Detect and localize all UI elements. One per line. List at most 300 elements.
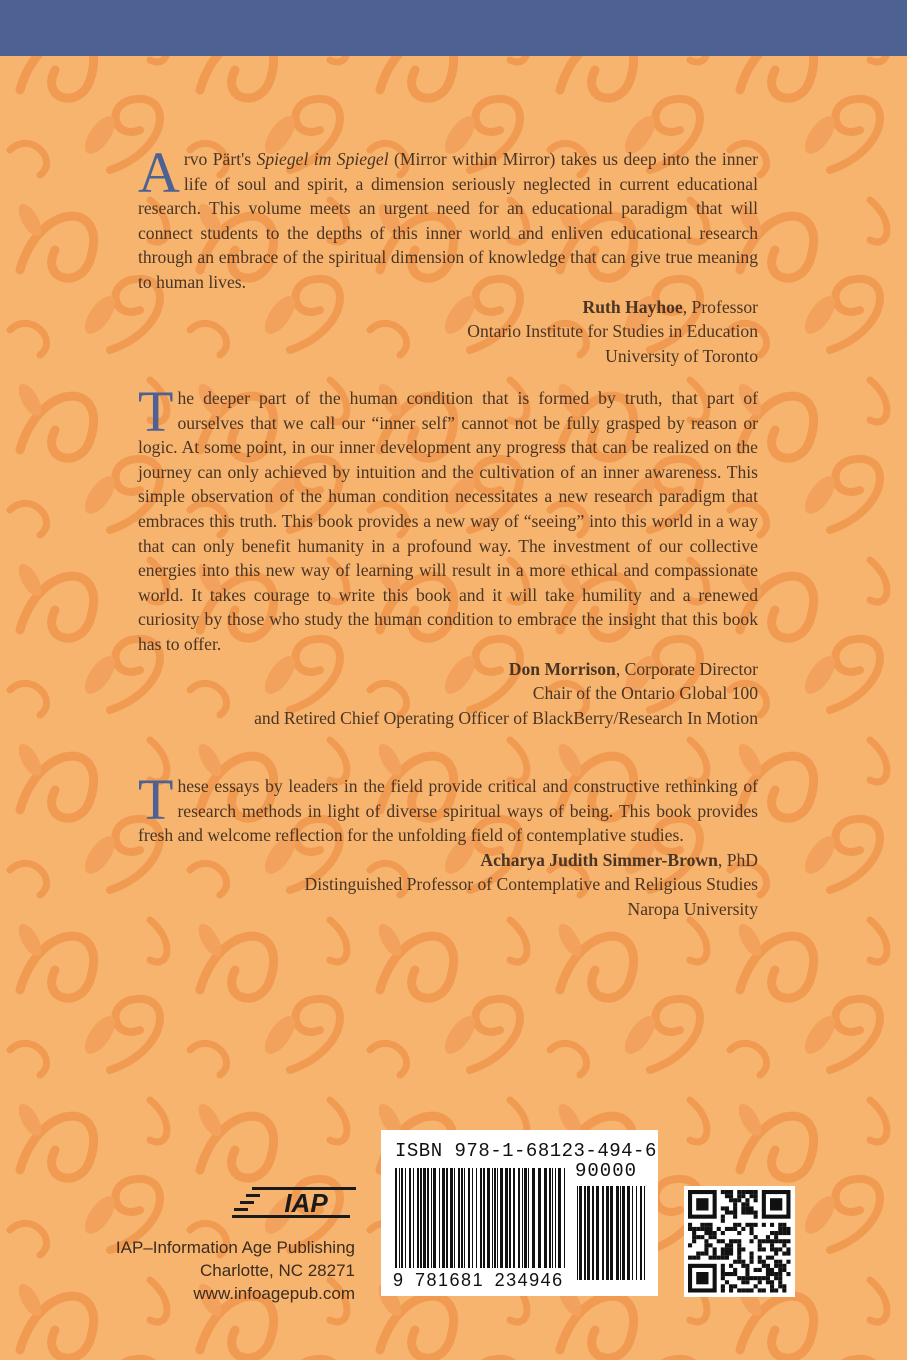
qr-module bbox=[721, 1276, 725, 1280]
qr-module bbox=[704, 1227, 708, 1231]
qr-module bbox=[786, 1227, 790, 1231]
qr-module bbox=[704, 1223, 708, 1227]
barcode-bar bbox=[579, 1186, 582, 1280]
qr-module bbox=[721, 1288, 725, 1292]
qr-module bbox=[782, 1268, 786, 1272]
qr-module bbox=[750, 1227, 754, 1231]
barcode-bar bbox=[577, 1186, 578, 1280]
qr-module bbox=[733, 1211, 737, 1215]
qr-module bbox=[737, 1239, 741, 1243]
endorser-affiliation: and Retired Chief Operating Officer of BlackBerry/Research In Motion bbox=[254, 707, 758, 728]
endorsement-simmer-brown bbox=[138, 767, 758, 922]
qr-module bbox=[786, 1272, 790, 1276]
endorser-attribution: Acharya Judith Simmer-Brown, PhD bbox=[480, 849, 758, 870]
barcode-bar bbox=[606, 1186, 609, 1280]
barcode-bar bbox=[592, 1186, 594, 1280]
barcode-bar bbox=[401, 1168, 403, 1268]
qr-module bbox=[733, 1272, 737, 1276]
barcode-digits: 9 781681 234946 bbox=[393, 1270, 564, 1290]
barcode-bar bbox=[544, 1168, 547, 1268]
qr-module bbox=[729, 1227, 733, 1231]
barcode-bar bbox=[555, 1168, 556, 1268]
endorser-affiliation: University of Toronto bbox=[605, 345, 758, 366]
qr-module bbox=[778, 1260, 782, 1264]
qr-module bbox=[717, 1239, 721, 1243]
qr-module bbox=[696, 1227, 700, 1231]
qr-module bbox=[782, 1252, 786, 1256]
qr-module bbox=[700, 1235, 704, 1239]
qr-module bbox=[745, 1198, 749, 1202]
qr-module bbox=[741, 1247, 745, 1251]
qr-module bbox=[733, 1206, 737, 1210]
publisher-url: www.infoagepub.com bbox=[193, 1284, 355, 1303]
endorsement-text: The deeper part of the human condition that is formed by truth, that part of ourselves that we call our “inner self” cannot not be fully grasped by reason or logic. At some point, in our inner development any progress that can be realized on the journey can only achieved by intuition and the cultivation of an inner awareness. This simple observation of the human condition necessitates a new research paradigm that embraces this truth. This book provides a new way of “seeing” into this world in a way that can only benefit humanity in a profound way. The investment of our collective energies into this new way of learning will result in a more ethical and compassionate world. It takes courage to write this book and it will take humility and a renewed curiosity by those who study the human condition to embrace the insight that this book has to offer. bbox=[138, 379, 758, 654]
iap-logo bbox=[232, 1185, 358, 1221]
endorser-affiliation: Distinguished Professor of Contemplative and Religious Studies bbox=[304, 874, 758, 895]
qr-module bbox=[786, 1247, 790, 1251]
barcode-bar bbox=[627, 1186, 630, 1280]
qr-module bbox=[692, 1256, 696, 1260]
qr-module bbox=[717, 1227, 721, 1231]
qr-module bbox=[778, 1264, 782, 1268]
barcode-bar bbox=[442, 1168, 445, 1268]
qr-module bbox=[758, 1280, 762, 1284]
qr-module bbox=[750, 1190, 754, 1194]
qr-module bbox=[750, 1288, 754, 1292]
qr-module bbox=[770, 1239, 774, 1243]
qr-module bbox=[737, 1194, 741, 1198]
qr-module bbox=[766, 1235, 770, 1239]
qr-module bbox=[750, 1260, 754, 1264]
barcode-bar bbox=[433, 1168, 436, 1268]
qr-module bbox=[778, 1284, 782, 1288]
qr-module bbox=[725, 1247, 729, 1251]
qr-module bbox=[721, 1231, 725, 1235]
qr-module bbox=[725, 1280, 729, 1284]
barcode-bar bbox=[558, 1168, 561, 1268]
barcode-bar bbox=[395, 1168, 397, 1268]
barcode-bar bbox=[454, 1168, 455, 1268]
qr-module bbox=[737, 1252, 741, 1256]
endorser-affiliation: Ontario Institute for Studies in Education bbox=[467, 321, 758, 342]
barcode-bar bbox=[522, 1168, 523, 1268]
qr-module bbox=[709, 1243, 713, 1247]
qr-module bbox=[745, 1272, 749, 1276]
barcode-bar bbox=[492, 1168, 493, 1268]
qr-finder bbox=[696, 1198, 708, 1210]
qr-finder bbox=[696, 1272, 708, 1284]
qr-module bbox=[750, 1223, 754, 1227]
qr-module bbox=[733, 1202, 737, 1206]
qr-module bbox=[733, 1227, 737, 1231]
barcode-bar bbox=[405, 1168, 406, 1268]
qr-module bbox=[688, 1243, 692, 1247]
qr-module bbox=[758, 1260, 762, 1264]
qr-module bbox=[700, 1223, 704, 1227]
isbn-label: ISBN 978-1-68123-494-6 bbox=[395, 1140, 657, 1162]
barcode-bar bbox=[620, 1186, 621, 1280]
qr-module bbox=[729, 1190, 733, 1194]
qr-module bbox=[729, 1194, 733, 1198]
barcode-bar bbox=[532, 1168, 535, 1268]
qr-module bbox=[778, 1272, 782, 1276]
qr-module bbox=[774, 1264, 778, 1268]
qr-module bbox=[745, 1211, 749, 1215]
barcode-bar bbox=[636, 1186, 637, 1280]
qr-module bbox=[729, 1264, 733, 1268]
qr-module bbox=[729, 1211, 733, 1215]
isbn-barcode bbox=[381, 1130, 658, 1296]
qr-module bbox=[709, 1223, 713, 1227]
qr-module bbox=[786, 1260, 790, 1264]
qr-module bbox=[750, 1239, 754, 1243]
qr-module bbox=[782, 1231, 786, 1235]
qr-module bbox=[721, 1272, 725, 1276]
qr-module bbox=[762, 1247, 766, 1251]
qr-module bbox=[754, 1276, 758, 1280]
barcode-bar bbox=[518, 1168, 520, 1268]
qr-module bbox=[754, 1215, 758, 1219]
barcode-bar bbox=[431, 1168, 432, 1268]
qr-module bbox=[758, 1247, 762, 1251]
qr-module bbox=[741, 1194, 745, 1198]
barcode-bar bbox=[524, 1168, 527, 1268]
endorsement-hayhoe bbox=[138, 140, 758, 368]
barcode-bar bbox=[461, 1168, 463, 1268]
barcode-bar bbox=[420, 1168, 422, 1268]
qr-module bbox=[770, 1268, 774, 1272]
qr-module bbox=[770, 1247, 774, 1251]
qr-module bbox=[750, 1231, 754, 1235]
qr-module bbox=[741, 1202, 745, 1206]
barcode-bar bbox=[549, 1168, 551, 1268]
qr-module bbox=[721, 1239, 725, 1243]
qr-module bbox=[758, 1276, 762, 1280]
qr-module bbox=[704, 1239, 708, 1243]
endorser-affiliation: Chair of the Ontario Global 100 bbox=[532, 683, 758, 704]
qr-module bbox=[762, 1260, 766, 1264]
qr-module bbox=[692, 1227, 696, 1231]
qr-module bbox=[721, 1219, 725, 1223]
qr-module bbox=[766, 1256, 770, 1260]
barcode-bar bbox=[494, 1168, 496, 1268]
qr-module bbox=[729, 1272, 733, 1276]
qr-module bbox=[770, 1280, 774, 1284]
qr-module bbox=[741, 1280, 745, 1284]
qr-module bbox=[786, 1239, 790, 1243]
qr-module bbox=[750, 1252, 754, 1256]
qr-module bbox=[713, 1235, 717, 1239]
qr-module bbox=[778, 1231, 782, 1235]
qr-module bbox=[758, 1239, 762, 1243]
qr-module bbox=[741, 1288, 745, 1292]
barcode-bar bbox=[538, 1168, 541, 1268]
qr-module bbox=[766, 1272, 770, 1276]
qr-module bbox=[741, 1264, 745, 1268]
qr-module bbox=[729, 1284, 733, 1288]
qr-module bbox=[750, 1211, 754, 1215]
endorsement-text: These essays by leaders in the field provide critical and constructive rethinking of research methods in light of diverse spiritual ways of being. This book provides fresh and welcome reflection for the unfolding field of contemplative studies. bbox=[138, 767, 758, 846]
qr-module bbox=[721, 1256, 725, 1260]
qr-module bbox=[770, 1256, 774, 1260]
qr-module bbox=[745, 1280, 749, 1284]
barcode-bar bbox=[417, 1168, 419, 1268]
qr-module bbox=[745, 1190, 749, 1194]
qr-module bbox=[700, 1252, 704, 1256]
barcode-bar bbox=[616, 1186, 619, 1280]
barcode-bar bbox=[464, 1168, 465, 1268]
qr-module bbox=[750, 1206, 754, 1210]
qr-module bbox=[782, 1243, 786, 1247]
barcode-bar bbox=[487, 1168, 490, 1268]
qr-module bbox=[696, 1256, 700, 1260]
endorsement-text: Arvo Pärt's Spiegel im Spiegel (Mirror within Mirror) takes us deep into the inner life of soul and spirit, a dimension seriously neglected in current educational research. This volume meets an urgent need for an educational paradigm that will connect students to the depths of this inner world and enliven educational research through an embrace of the spiritual dimension of knowledge that can give true meaning to human lives. bbox=[138, 140, 758, 292]
qr-module bbox=[770, 1284, 774, 1288]
qr-module bbox=[766, 1280, 770, 1284]
qr-module bbox=[696, 1235, 700, 1239]
qr-module bbox=[700, 1227, 704, 1231]
qr-module bbox=[688, 1227, 692, 1231]
qr-module bbox=[778, 1239, 782, 1243]
barcode-bar bbox=[528, 1168, 529, 1268]
qr-module bbox=[770, 1231, 774, 1235]
qr-module bbox=[688, 1223, 692, 1227]
qr-module bbox=[774, 1272, 778, 1276]
qr-code-icon bbox=[684, 1186, 795, 1297]
qr-module bbox=[758, 1268, 762, 1272]
qr-module bbox=[741, 1260, 745, 1264]
qr-module bbox=[770, 1223, 774, 1227]
qr-module bbox=[733, 1215, 737, 1219]
barcode-bar bbox=[413, 1168, 414, 1268]
qr-module bbox=[737, 1231, 741, 1235]
endorser-attribution: Ruth Hayhoe, Professor bbox=[582, 296, 758, 317]
qr-module bbox=[782, 1264, 786, 1268]
qr-module bbox=[737, 1243, 741, 1247]
qr-module bbox=[737, 1260, 741, 1264]
barcode-bar bbox=[409, 1168, 411, 1268]
qr-module bbox=[741, 1227, 745, 1231]
endorser-affiliation: Naropa University bbox=[627, 898, 758, 919]
qr-module bbox=[778, 1227, 782, 1231]
qr-module bbox=[745, 1202, 749, 1206]
qr-module bbox=[729, 1243, 733, 1247]
barcode-bar bbox=[564, 1168, 565, 1268]
qr-module bbox=[766, 1268, 770, 1272]
publisher-info bbox=[55, 1236, 355, 1305]
qr-module bbox=[725, 1190, 729, 1194]
barcode-bar bbox=[483, 1168, 485, 1268]
qr-module bbox=[737, 1223, 741, 1227]
barcode-bar bbox=[509, 1168, 511, 1268]
qr-module bbox=[729, 1252, 733, 1256]
qr-module bbox=[733, 1284, 737, 1288]
qr-module bbox=[733, 1198, 737, 1202]
barcode-bar bbox=[640, 1186, 642, 1280]
qr-module bbox=[721, 1264, 725, 1268]
barcode-bar bbox=[602, 1186, 604, 1280]
barcode-bar bbox=[468, 1168, 470, 1268]
qr-module bbox=[745, 1206, 749, 1210]
barcode-bar bbox=[596, 1186, 599, 1280]
qr-module bbox=[721, 1268, 725, 1272]
qr-module bbox=[774, 1235, 778, 1239]
qr-module bbox=[729, 1198, 733, 1202]
qr-module bbox=[778, 1268, 782, 1272]
qr-module bbox=[737, 1256, 741, 1260]
qr-module bbox=[733, 1260, 737, 1264]
barcode-bar bbox=[622, 1186, 625, 1280]
qr-module bbox=[758, 1288, 762, 1292]
qr-finder bbox=[770, 1198, 782, 1210]
qr-module bbox=[733, 1223, 737, 1227]
qr-module bbox=[774, 1260, 778, 1264]
qr-module bbox=[721, 1284, 725, 1288]
qr-module bbox=[774, 1247, 778, 1251]
endorser-name: Don Morrison bbox=[508, 658, 616, 679]
qr-module bbox=[766, 1239, 770, 1243]
barcode-bar bbox=[513, 1168, 515, 1268]
endorser-attribution: Don Morrison, Corporate Director bbox=[508, 658, 758, 679]
qr-module bbox=[782, 1284, 786, 1288]
qr-module bbox=[692, 1239, 696, 1243]
qr-module bbox=[774, 1231, 778, 1235]
qr-module bbox=[754, 1211, 758, 1215]
qr-module bbox=[745, 1223, 749, 1227]
qr-module bbox=[725, 1272, 729, 1276]
qr-module bbox=[725, 1227, 729, 1231]
qr-module bbox=[729, 1247, 733, 1251]
publisher-name: IAP–Information Age Publishing bbox=[115, 1238, 355, 1257]
endorsement-morrison bbox=[138, 379, 758, 730]
qr-module bbox=[774, 1252, 778, 1256]
qr-module bbox=[770, 1272, 774, 1276]
qr-module bbox=[692, 1231, 696, 1235]
qr-module bbox=[741, 1276, 745, 1280]
qr-module bbox=[729, 1288, 733, 1292]
barcode-bar bbox=[500, 1168, 503, 1268]
qr-module bbox=[774, 1276, 778, 1280]
price-code: 90000 bbox=[575, 1160, 638, 1182]
qr-module bbox=[721, 1206, 725, 1210]
qr-module bbox=[766, 1276, 770, 1280]
qr-module bbox=[778, 1280, 782, 1284]
qr-module bbox=[721, 1190, 725, 1194]
barcode-bar bbox=[480, 1168, 482, 1268]
barcode-bar bbox=[552, 1168, 553, 1268]
qr-module bbox=[741, 1206, 745, 1210]
qr-module bbox=[754, 1198, 758, 1202]
qr-module bbox=[762, 1264, 766, 1268]
qr-module bbox=[688, 1256, 692, 1260]
qr-module bbox=[782, 1223, 786, 1227]
qr-module bbox=[754, 1194, 758, 1198]
barcode-bar bbox=[632, 1186, 633, 1280]
barcode-bar bbox=[458, 1168, 460, 1268]
qr-module bbox=[733, 1239, 737, 1243]
qr-module bbox=[725, 1256, 729, 1260]
qr-module bbox=[766, 1264, 770, 1268]
qr-module bbox=[709, 1227, 713, 1231]
qr-module bbox=[750, 1194, 754, 1198]
qr-module bbox=[692, 1235, 696, 1239]
qr-module bbox=[737, 1247, 741, 1251]
qr-module bbox=[762, 1239, 766, 1243]
qr-module bbox=[704, 1231, 708, 1235]
barcode-bar bbox=[446, 1168, 448, 1268]
qr-module bbox=[713, 1247, 717, 1251]
qr-module bbox=[696, 1252, 700, 1256]
publisher-city: Charlotte, NC 28271 bbox=[200, 1261, 355, 1280]
barcode-bar bbox=[423, 1168, 426, 1268]
qr-module bbox=[754, 1235, 758, 1239]
qr-module bbox=[721, 1247, 725, 1251]
qr-module bbox=[750, 1276, 754, 1280]
qr-module bbox=[713, 1252, 717, 1256]
qr-module bbox=[709, 1231, 713, 1235]
qr-module bbox=[754, 1190, 758, 1194]
qr-module bbox=[725, 1206, 729, 1210]
qr-module bbox=[725, 1194, 729, 1198]
qr-module bbox=[709, 1256, 713, 1260]
qr-module bbox=[770, 1288, 774, 1292]
qr-module bbox=[741, 1190, 745, 1194]
qr-module bbox=[754, 1268, 758, 1272]
qr-module bbox=[754, 1223, 758, 1227]
barcode-bar bbox=[450, 1168, 453, 1268]
qr-module bbox=[782, 1227, 786, 1231]
qr-module bbox=[713, 1256, 717, 1260]
qr-module bbox=[745, 1268, 749, 1272]
barcode-bar bbox=[584, 1186, 586, 1280]
qr-module bbox=[750, 1256, 754, 1260]
barcode-bar bbox=[505, 1168, 508, 1268]
qr-module bbox=[774, 1288, 778, 1292]
qr-module bbox=[778, 1223, 782, 1227]
qr-module bbox=[786, 1231, 790, 1235]
qr-module bbox=[745, 1288, 749, 1292]
endorser-name: Ruth Hayhoe bbox=[582, 296, 683, 317]
iap-logo-text: IAP bbox=[284, 1188, 328, 1218]
qr-module bbox=[737, 1276, 741, 1280]
qr-module bbox=[786, 1252, 790, 1256]
barcode-bar bbox=[587, 1186, 590, 1280]
qr-module bbox=[762, 1223, 766, 1227]
barcode-bar bbox=[644, 1186, 645, 1280]
drop-cap: T bbox=[138, 767, 174, 832]
qr-module bbox=[725, 1211, 729, 1215]
top-color-band bbox=[0, 0, 907, 56]
qr-module bbox=[762, 1288, 766, 1292]
qr-module bbox=[782, 1239, 786, 1243]
qr-module bbox=[737, 1190, 741, 1194]
qr-module bbox=[709, 1235, 713, 1239]
qr-module bbox=[782, 1288, 786, 1292]
qr-module bbox=[778, 1247, 782, 1251]
qr-module bbox=[725, 1243, 729, 1247]
qr-module bbox=[737, 1288, 741, 1292]
qr-module bbox=[729, 1239, 733, 1243]
qr-module bbox=[737, 1198, 741, 1202]
barcode-bar bbox=[476, 1168, 477, 1268]
endorser-name: Acharya Judith Simmer-Brown bbox=[480, 849, 718, 870]
qr-module bbox=[704, 1247, 708, 1251]
qr-module bbox=[774, 1239, 778, 1243]
qr-module bbox=[725, 1252, 729, 1256]
barcode-bar bbox=[399, 1168, 400, 1268]
qr-module bbox=[778, 1276, 782, 1280]
qr-module bbox=[745, 1276, 749, 1280]
